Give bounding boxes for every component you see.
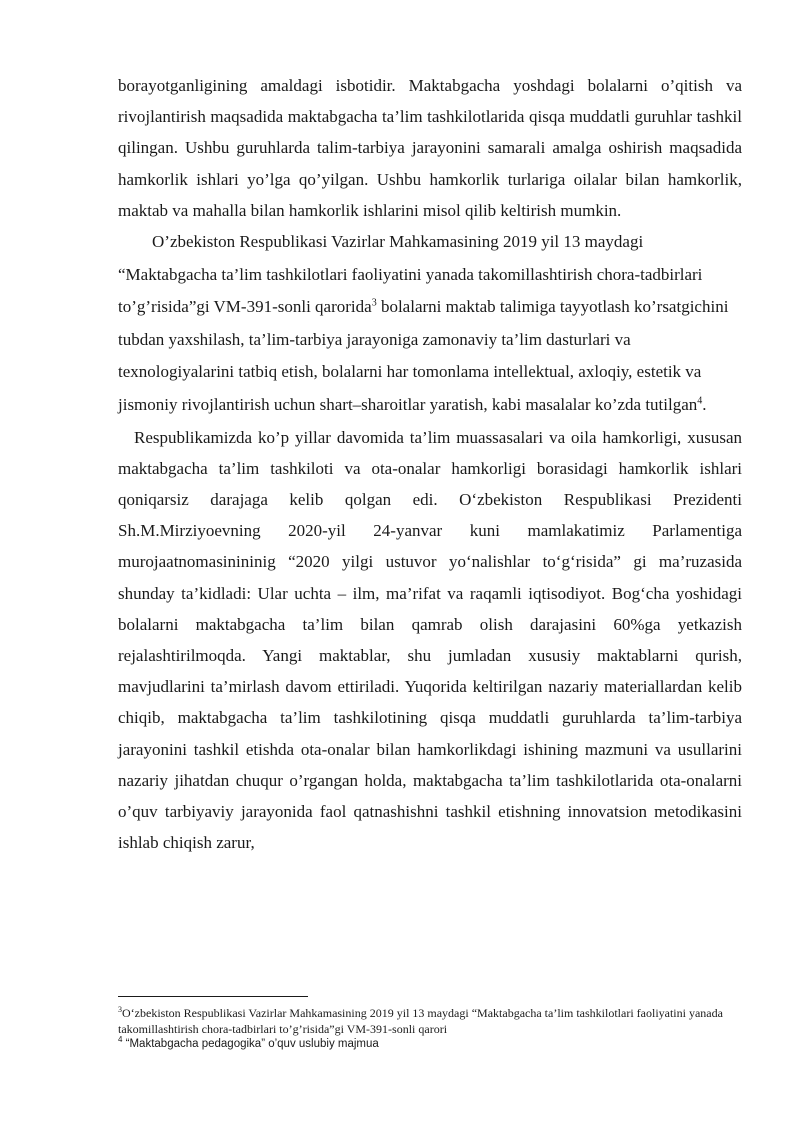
- paragraph-2: [118, 226, 742, 422]
- paragraph-3-text: Respublikamizda ko’p yillar davomida ta’lim muassasalari va oila hamkorligi, xususan maktabgacha ta’lim tashkiloti va ota-onalar hamkorligi borasidagi hamkorlik ishlari qoniqarsiz darajaga kelib qolgan edi. O‘zbekiston Respublikasi Prezidenti Sh.M.Mirziyoevning 2020-yil 24-yanvar kuni mamlakatimiz Parlamentiga murojaatnomasinininig “2020 yilgi ustuvor yo‘nalishlar to‘g‘risida” gi ma’ruzasida shunday ta’kidladi: Ular uchta – ilm, ma’rifat va raqamli iqtisodiyot. Bog‘cha yoshidagi bolalarni maktabgacha ta’lim bilan qamrab olish darajasini 60%ga yetkazish rejalashtirilmoqda. Yangi maktablar, shu jumladan xususiy maktablarni qurish, mavjudlarini ta’mirlash davom ettiriladi. Yuqorida keltirilgan nazariy materiallardan kelib chiqib, maktabgacha ta’lim tashkilotining qisqa muddatli guruhlarda ta’lim-tarbiya jarayonini tashkil etishda ota-onalar bilan hamkorlikdagi ishining mazmuni va usullarini nazariy jihatdan chuqur o’rgangan holda, maktabgacha ta’lim tashkilotlarida ota-onalarni o’quv tarbiyaviy jarayonida faol qatnashishni tashkil etishning innovatsion metodikasini ishlab chiqish zarur,: [118, 427, 742, 853]
- paragraph-1-text: borayotganligining amaldagi isbotidir. Maktabgacha yoshdagi bolalarni o’qitish va rivojlantirish maqsadida maktabgacha ta’lim tashkilotlarida qisqa muddatli guruhlar tashkil qilingan. Ushbu guruhlarda talim-tarbiya jarayonini samarali amalga oshirish maqsadida hamkorlik ishlari yo’lga qo’yilgan. Ushbu hamkorlik turlariga oilalar bilan hamkorlik, maktab va mahalla bilan hamkorlik ishlarini misol qilib keltirish mumkin.: [118, 76, 742, 220]
- footnote-ref-4[interactable]: 4: [697, 395, 703, 407]
- body-text: [118, 70, 742, 858]
- footnote-marker: 3: [118, 1005, 122, 1014]
- paragraph-1: [118, 70, 742, 226]
- footnotes: [118, 1006, 748, 1053]
- footnote-3: [118, 1006, 748, 1037]
- footnote-text: O‘zbekiston Respublikasi Vazirlar Mahkamasining 2019 yil 13 maydagi “Maktabgacha ta’lim tashkilotlari faoliyatini yanada takomillashtirish chora-tadbirlari to’g’risida”gi VM-391-sonli qarori: [118, 1006, 723, 1036]
- footnote-marker: 4: [118, 1035, 123, 1045]
- footnote-text: “Maktabgacha pedagogika” o’quv uslubiy majmua: [122, 1038, 379, 1050]
- footnote-separator: [118, 996, 308, 997]
- footnote-ref-3[interactable]: 3: [371, 297, 377, 309]
- paragraph-2-text-b: bolalarni maktab talimiga tayyotlash ko’rsatgichini tubdan yaxshilash, ta’lim-tarbiya jarayoniga zamonaviy ta’lim dasturlari va texnologiyalarini tatbiq etish, bolalarni har tomonlama intellektual, axloqiy, estetik va jismoniy rivojlantirish uchun shart–sharoitlar yaratish, kabi masalalar ko’zda tutilgan: [118, 297, 729, 414]
- paragraph-3: [118, 422, 742, 859]
- paragraph-2-text-c: .: [702, 394, 707, 414]
- footnote-4: [118, 1037, 748, 1053]
- paragraph-2-text-a: O’zbekiston Respublikasi Vazirlar Mahkamasining 2019 yil 13 maydagi “Maktabgacha ta’lim tashkilotlari faoliyatini yanada takomillashtirish chora-tadbirlari to’g’risida”gi VM-391-sonli qarorida: [118, 232, 703, 317]
